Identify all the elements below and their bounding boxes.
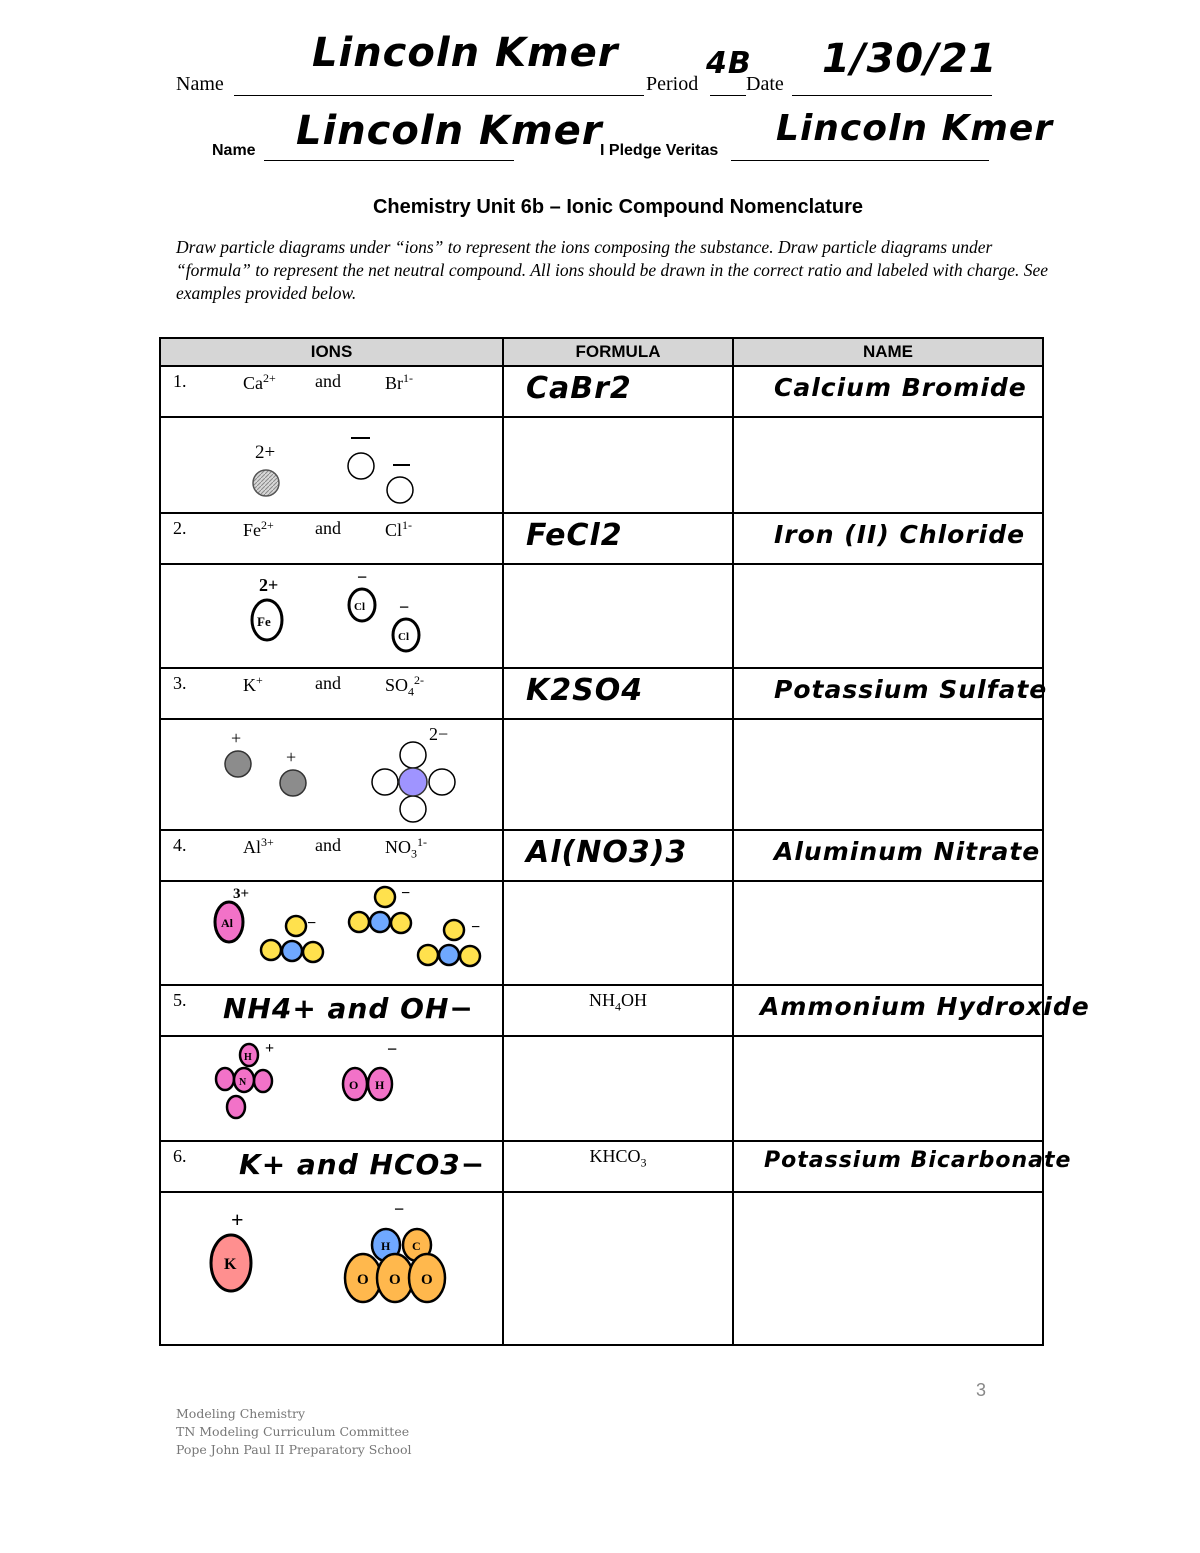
cation: $Ca^{2+}$ bbox=[243, 371, 276, 393]
cation-charge-label: 2+ bbox=[255, 442, 276, 463]
oxygen-symbol: O bbox=[389, 1272, 401, 1288]
formula-cell[interactable] bbox=[503, 513, 733, 564]
ions-particle-diagram bbox=[161, 565, 500, 662]
table-row bbox=[160, 513, 1043, 564]
iron-symbol: Fe bbox=[257, 614, 271, 629]
partner-name-handwritten[interactable]: Lincoln Kmer bbox=[296, 108, 603, 154]
footer bbox=[176, 1405, 411, 1459]
name-diagram-cell[interactable] bbox=[733, 719, 1043, 830]
date-label: Date bbox=[746, 73, 784, 95]
ions-diagram-cell[interactable] bbox=[160, 719, 503, 830]
name-handwritten: Potassium Sulfate bbox=[774, 675, 1048, 704]
oxygen-atom bbox=[375, 887, 395, 907]
and-text: and bbox=[315, 835, 341, 855]
ions-cell bbox=[160, 1141, 503, 1192]
name-handwritten: Iron (II) Chloride bbox=[774, 520, 1026, 549]
ions-particle-diagram bbox=[161, 1193, 500, 1339]
formula-diagram-cell[interactable] bbox=[503, 564, 733, 668]
and-text: and bbox=[315, 673, 341, 693]
potassium-charge-label: + bbox=[231, 728, 242, 748]
potassium-ion bbox=[225, 751, 251, 777]
pledge-line bbox=[731, 160, 989, 161]
hydrogen-atom bbox=[216, 1068, 234, 1090]
ions-handwritten: K+ and HCO3− bbox=[239, 1148, 486, 1181]
table-row bbox=[160, 830, 1043, 881]
formula-diagram-cell[interactable] bbox=[503, 417, 733, 513]
formula-handwritten: FeCl2 bbox=[526, 518, 623, 553]
oxygen-symbol: O bbox=[357, 1272, 369, 1288]
oxygen-atom bbox=[303, 942, 323, 962]
cation: K+ bbox=[243, 673, 263, 695]
nitrogen-atom bbox=[370, 912, 390, 932]
diagram-row bbox=[160, 881, 1043, 985]
formula-cell[interactable] bbox=[503, 985, 733, 1036]
table-row bbox=[160, 1141, 1043, 1192]
name-cell[interactable] bbox=[733, 513, 1043, 564]
footer-line: TN Modeling Curriculum Committee bbox=[176, 1424, 410, 1439]
name-line bbox=[234, 95, 644, 96]
oxygen-atom bbox=[429, 769, 455, 795]
name-cell[interactable] bbox=[733, 1141, 1072, 1192]
diagram-row bbox=[160, 719, 1043, 830]
period-handwritten[interactable]: 4B bbox=[706, 46, 752, 81]
formula-handwritten: K2SO4 bbox=[526, 673, 644, 708]
bromide-ion bbox=[348, 453, 374, 479]
name-handwritten: Ammonium Hydroxide bbox=[760, 992, 1090, 1021]
period-label: Period bbox=[646, 73, 699, 95]
formula-handwritten: Al(NO3)3 bbox=[526, 835, 688, 870]
oxygen-symbol: O bbox=[349, 1078, 359, 1092]
diagram-row bbox=[160, 1192, 1043, 1345]
cation: $Fe^{2+}$ bbox=[243, 518, 274, 540]
potassium-charge-label: + bbox=[286, 747, 297, 767]
formula-diagram-cell[interactable] bbox=[503, 1192, 733, 1345]
carbon-symbol: C bbox=[412, 1239, 421, 1253]
header-ions: IONS bbox=[160, 338, 503, 366]
formula-diagram-cell[interactable] bbox=[503, 719, 733, 830]
bicarbonate-charge-label: − bbox=[394, 1199, 405, 1219]
diagram-row bbox=[160, 564, 1043, 668]
anion: $Cl^{1-}$ bbox=[385, 518, 413, 540]
name-handwritten: Potassium Bicarbonate bbox=[764, 1148, 1072, 1173]
formula-handwritten: CaBr2 bbox=[526, 371, 632, 406]
name-cell[interactable] bbox=[733, 668, 1048, 719]
ions-cell bbox=[160, 366, 503, 417]
ions-diagram-cell[interactable] bbox=[160, 881, 503, 985]
footer-line: Pope John Paul II Preparatory School bbox=[176, 1442, 412, 1457]
chloride-symbol: Cl bbox=[354, 601, 365, 613]
ions-cell bbox=[160, 668, 503, 719]
ions-diagram-cell[interactable] bbox=[160, 564, 503, 668]
name-diagram-cell[interactable] bbox=[733, 1036, 1043, 1141]
ammonium-charge-label: + bbox=[265, 1040, 275, 1057]
hydrogen-atom bbox=[227, 1096, 245, 1118]
ions-particle-diagram bbox=[161, 1037, 500, 1135]
nitrate-charge-label: − bbox=[307, 915, 317, 932]
ions-diagram-cell[interactable] bbox=[160, 417, 503, 513]
pledge-label: I Pledge Veritas bbox=[600, 142, 719, 159]
formula-cell[interactable] bbox=[503, 1141, 733, 1192]
sulfur-atom bbox=[399, 768, 427, 796]
oxygen-atom bbox=[261, 940, 281, 960]
row-number: 5. bbox=[173, 990, 187, 1010]
anion: $NO_3^{1-}$ bbox=[385, 835, 427, 861]
pledge-handwritten[interactable]: Lincoln Kmer bbox=[776, 108, 1054, 149]
iron-charge-label: 2+ bbox=[259, 575, 279, 595]
name-label: Name bbox=[176, 73, 224, 95]
potassium-symbol: K bbox=[224, 1256, 237, 1273]
page-number: 3 bbox=[976, 1380, 987, 1400]
hydrogen-symbol: H bbox=[381, 1239, 391, 1253]
header-formula: FORMULA bbox=[503, 338, 733, 366]
name-cell[interactable] bbox=[733, 830, 1043, 881]
row-number: 6. bbox=[173, 1146, 187, 1166]
oxygen-atom bbox=[444, 920, 464, 940]
hydroxide-charge-label: − bbox=[387, 1039, 398, 1059]
name-cell[interactable] bbox=[733, 366, 1043, 417]
ions-particle-diagram bbox=[161, 418, 500, 507]
partner-name-line bbox=[264, 160, 514, 161]
table-row bbox=[160, 366, 1043, 417]
date-line bbox=[792, 95, 992, 96]
hydrogen-atom bbox=[254, 1070, 272, 1092]
ions-particle-diagram bbox=[161, 882, 500, 979]
nitrogen-atom bbox=[282, 941, 302, 961]
partner-name-label: Name bbox=[212, 142, 256, 159]
formula-printed: $KHCO_3$ bbox=[589, 1146, 647, 1170]
oxygen-atom bbox=[460, 946, 480, 966]
instructions: Draw particle diagrams under “ions” to represent the ions composing the substance. Draw particle diagrams under “formula” to represent the net neutral compound. All ions should be drawn in the correct ratio and labeled with charge. See examples provided below. bbox=[176, 237, 1049, 303]
oxygen-atom bbox=[391, 913, 411, 933]
ions-diagram-cell[interactable] bbox=[160, 1036, 503, 1141]
period-line bbox=[710, 95, 746, 96]
formula-cell[interactable] bbox=[503, 668, 733, 719]
oxygen-atom bbox=[400, 742, 426, 768]
ions-diagram-cell[interactable] bbox=[160, 1192, 503, 1345]
ions-cell bbox=[160, 513, 503, 564]
anion: $Br^{1-}$ bbox=[385, 371, 413, 393]
table-header-row bbox=[160, 338, 1043, 366]
formula-diagram-cell[interactable] bbox=[503, 881, 733, 985]
oxygen-atom bbox=[418, 945, 438, 965]
name-handwritten[interactable]: Lincoln Kmer bbox=[312, 30, 619, 76]
formula-cell[interactable] bbox=[503, 366, 733, 417]
aluminum-charge-label: 3+ bbox=[233, 886, 250, 902]
anion: $SO_4^{2-}$ bbox=[385, 673, 425, 699]
name-handwritten: Aluminum Nitrate bbox=[774, 837, 1041, 866]
diagram-row bbox=[160, 417, 1043, 513]
ions-cell bbox=[160, 985, 503, 1036]
name-diagram-cell[interactable] bbox=[733, 1192, 1043, 1345]
formula-printed: $NH_4OH$ bbox=[589, 990, 647, 1014]
name-handwritten: Calcium Bromide bbox=[774, 373, 1027, 402]
formula-diagram-cell[interactable] bbox=[503, 1036, 733, 1141]
oxygen-atom bbox=[286, 916, 306, 936]
nomenclature-table bbox=[159, 337, 1090, 1346]
chloride-charge-label: − bbox=[399, 597, 410, 617]
cation: $Al^{3+}$ bbox=[243, 835, 274, 857]
nitrate-charge-label: − bbox=[471, 919, 481, 936]
table-row bbox=[160, 668, 1043, 719]
row-number: 1. bbox=[173, 371, 187, 391]
ions-handwritten: NH4+ and OH− bbox=[223, 992, 474, 1025]
row-number: 4. bbox=[173, 835, 187, 855]
page-title: Chemistry Unit 6b – Ionic Compound Nomenclature bbox=[372, 196, 864, 218]
name-cell[interactable] bbox=[733, 985, 1090, 1036]
formula-cell[interactable] bbox=[503, 830, 733, 881]
oxygen-atom bbox=[349, 912, 369, 932]
date-handwritten[interactable]: 1/30/21 bbox=[822, 36, 998, 82]
sulfate-charge-label: 2− bbox=[429, 724, 449, 744]
nitrate-charge-label: − bbox=[401, 885, 411, 902]
diagram-row bbox=[160, 1036, 1043, 1141]
name-diagram-cell[interactable] bbox=[733, 881, 1043, 985]
calcium-ion bbox=[253, 470, 279, 496]
ions-cell bbox=[160, 830, 503, 881]
name-diagram-cell[interactable] bbox=[733, 417, 1043, 513]
nitrogen-symbol: N bbox=[239, 1077, 247, 1088]
and-text: and bbox=[315, 371, 341, 391]
aluminum-symbol: Al bbox=[221, 916, 233, 930]
row-number: 2. bbox=[173, 518, 187, 538]
ions-particle-diagram bbox=[161, 720, 500, 824]
header-name: NAME bbox=[733, 338, 1043, 366]
row-number: 3. bbox=[173, 673, 187, 693]
hydrogen-symbol: H bbox=[244, 1052, 252, 1063]
oxygen-atom bbox=[372, 769, 398, 795]
potassium-ion bbox=[280, 770, 306, 796]
hydrogen-symbol: H bbox=[375, 1078, 385, 1092]
table-row bbox=[160, 985, 1043, 1036]
bromide-ion bbox=[387, 477, 413, 503]
oxygen-atom bbox=[400, 796, 426, 822]
nitrogen-atom bbox=[439, 945, 459, 965]
and-text: and bbox=[315, 518, 341, 538]
chloride-charge-label: − bbox=[357, 567, 368, 587]
potassium-charge-label: + bbox=[231, 1207, 244, 1232]
name-diagram-cell[interactable] bbox=[733, 564, 1043, 668]
oxygen-symbol: O bbox=[421, 1272, 433, 1288]
footer-line: Modeling Chemistry bbox=[176, 1406, 306, 1421]
chloride-symbol: Cl bbox=[398, 631, 409, 643]
